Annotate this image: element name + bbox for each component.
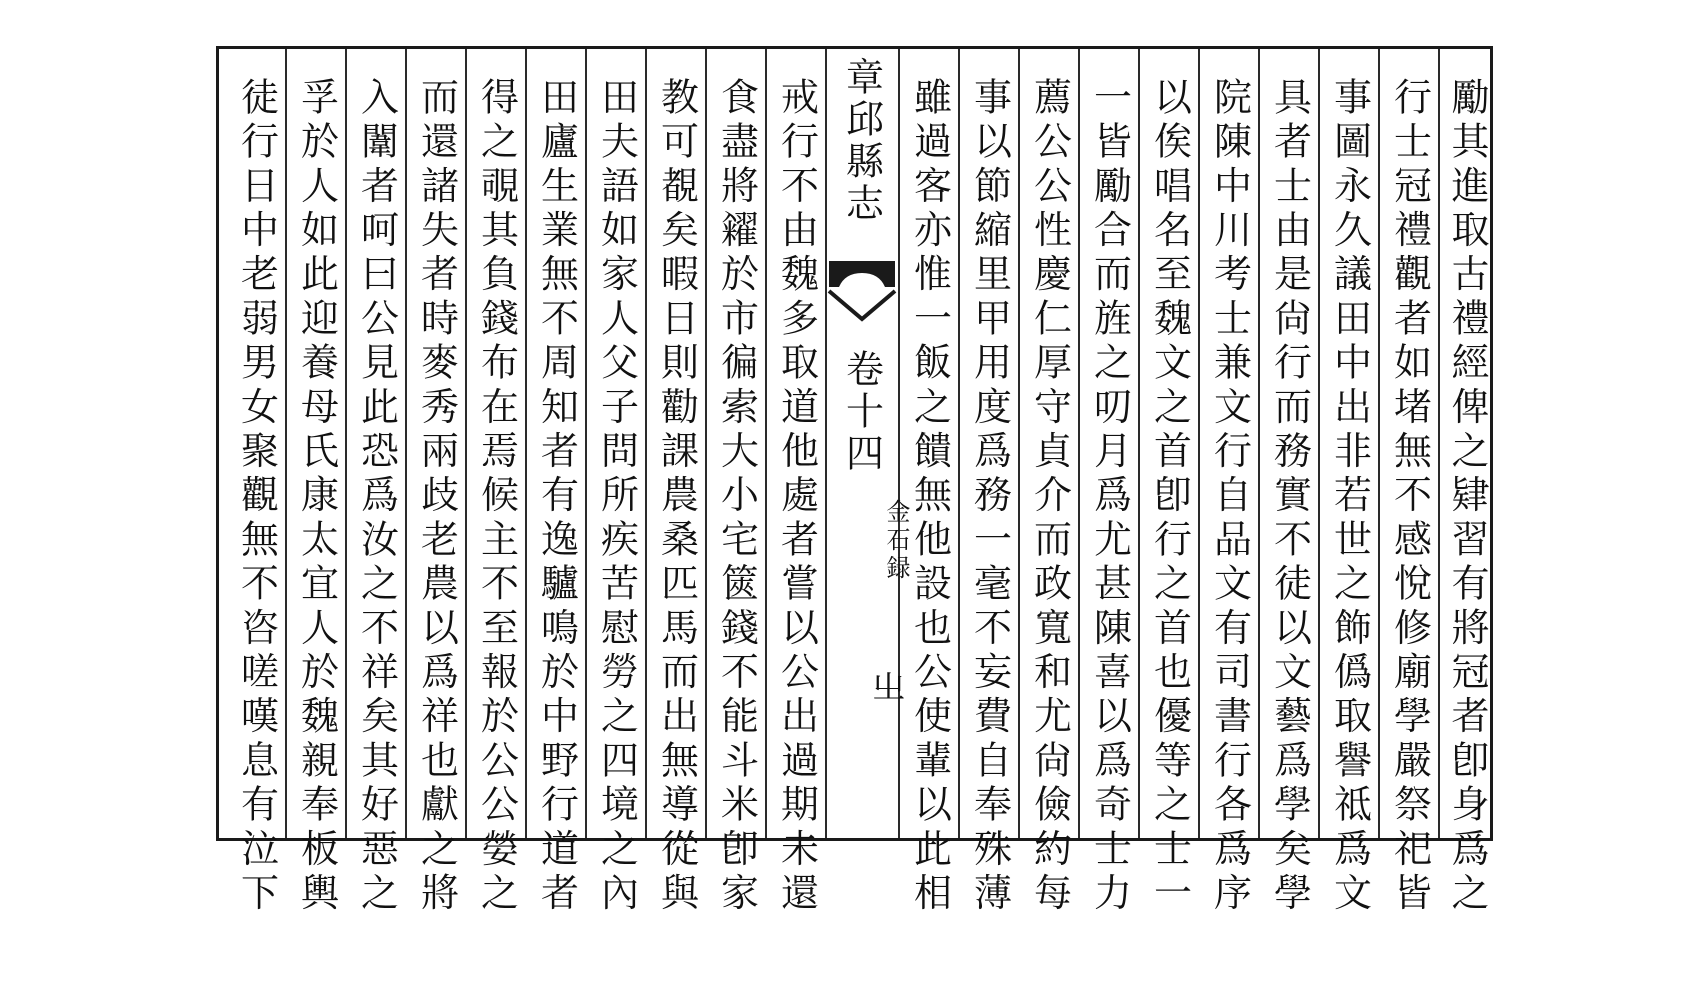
column-text: 事圖永久議田中出非若世之飾僞取譽祗爲文 (1327, 77, 1372, 917)
column-text: 薦公公性慶仁厚守貞介而政寬和尤尙儉約每 (1027, 77, 1072, 917)
column-rule (525, 49, 527, 838)
column-rule (765, 49, 767, 838)
column-text: 得之覗其負錢布在焉候主不至報於公公嫈之 (474, 77, 519, 917)
column-text: 入闈者呵曰公見此恐爲汝之不祥矣其好惡之 (354, 77, 399, 917)
column-text: 院陳中川考士兼文行自品文有司書行各爲序 (1207, 77, 1252, 917)
text-column (408, 49, 465, 917)
column-rule (405, 49, 407, 838)
book-page (216, 46, 1493, 917)
text-column (228, 49, 285, 917)
text-column (1261, 49, 1318, 917)
column-rule (1018, 49, 1020, 838)
text-column (1141, 49, 1198, 917)
text-column (1021, 49, 1078, 917)
page-number: 㞢 (865, 669, 905, 703)
column-text: 田廬生業無不周知者有逸驢鳴於中野行道者 (534, 77, 579, 917)
text-column (1201, 49, 1258, 917)
column-text: 教可覩矣暇日則勸課農桑匹馬而出無導從與 (654, 77, 699, 917)
column-text: 具者士由是尙行而務實不徒以文藝爲學矣學 (1267, 77, 1312, 917)
text-column (528, 49, 585, 917)
fish-tail-ornament (827, 259, 897, 329)
column-rule (705, 49, 707, 838)
column-text: 食盡將糴於市徧索大小宅篋錢不能斗米卽家 (714, 77, 759, 917)
column-text: 勵其進取古禮經俾之肄習有將冠者卽身爲之 (1445, 77, 1489, 917)
section-label: 金石録 (882, 499, 910, 583)
column-rule (1318, 49, 1320, 838)
book-title: 章邱縣志 (839, 57, 884, 225)
text-column (708, 49, 765, 917)
column-rule (898, 49, 900, 838)
text-column (588, 49, 645, 917)
text-column (768, 49, 825, 917)
column-text: 徒行日中老弱男女聚觀無不咨嗟嘆息有泣下 (234, 77, 279, 917)
column-text: 而還諸失者時麥秀兩歧老農以爲祥也獻之將 (414, 77, 459, 917)
text-column (1321, 49, 1378, 917)
text-column (1381, 49, 1438, 917)
column-rule (1138, 49, 1140, 838)
column-rule (1258, 49, 1260, 838)
column-text: 事以節縮里甲用度爲務一毫不妄費自奉殊薄 (967, 77, 1012, 917)
column-rule (825, 49, 827, 838)
column-rule (1378, 49, 1380, 838)
text-column (648, 49, 705, 917)
center-fold-column (827, 49, 910, 838)
text-column (348, 49, 405, 917)
text-column (961, 49, 1018, 917)
column-text: 以俟唱名至魏文之首卽行之首也優等之士一 (1147, 77, 1192, 917)
column-rule (285, 49, 287, 838)
column-rule (1198, 49, 1200, 838)
text-column (468, 49, 525, 917)
column-rule (345, 49, 347, 838)
text-column (1081, 49, 1138, 917)
column-rule (585, 49, 587, 838)
column-rule (958, 49, 960, 838)
text-column (1441, 49, 1493, 917)
volume-label: 卷十四 (839, 349, 884, 475)
column-rule (465, 49, 467, 838)
column-text: 孚於人如此迎養母氏康太宜人於魏親奉板輿 (294, 77, 339, 917)
column-rule (1438, 49, 1440, 838)
column-rule (1078, 49, 1080, 838)
text-column (288, 49, 345, 917)
text-column (901, 49, 958, 917)
column-text: 行士冠禮觀者如堵無不感悅修廟學嚴祭祀皆 (1387, 77, 1432, 917)
column-text: 戒行不由魏多取道他處者嘗以公出過期未還 (774, 77, 819, 917)
column-text: 田夫語如家人父子問所疾苦慰勞之四境之內 (594, 77, 639, 917)
column-rule (645, 49, 647, 838)
column-text: 一皆勵合而旌之叨月爲尤甚陳喜以爲奇士力 (1087, 77, 1132, 917)
column-text: 雖過客亦惟一飯之饋無他設也公使輩以此相 (907, 77, 952, 917)
